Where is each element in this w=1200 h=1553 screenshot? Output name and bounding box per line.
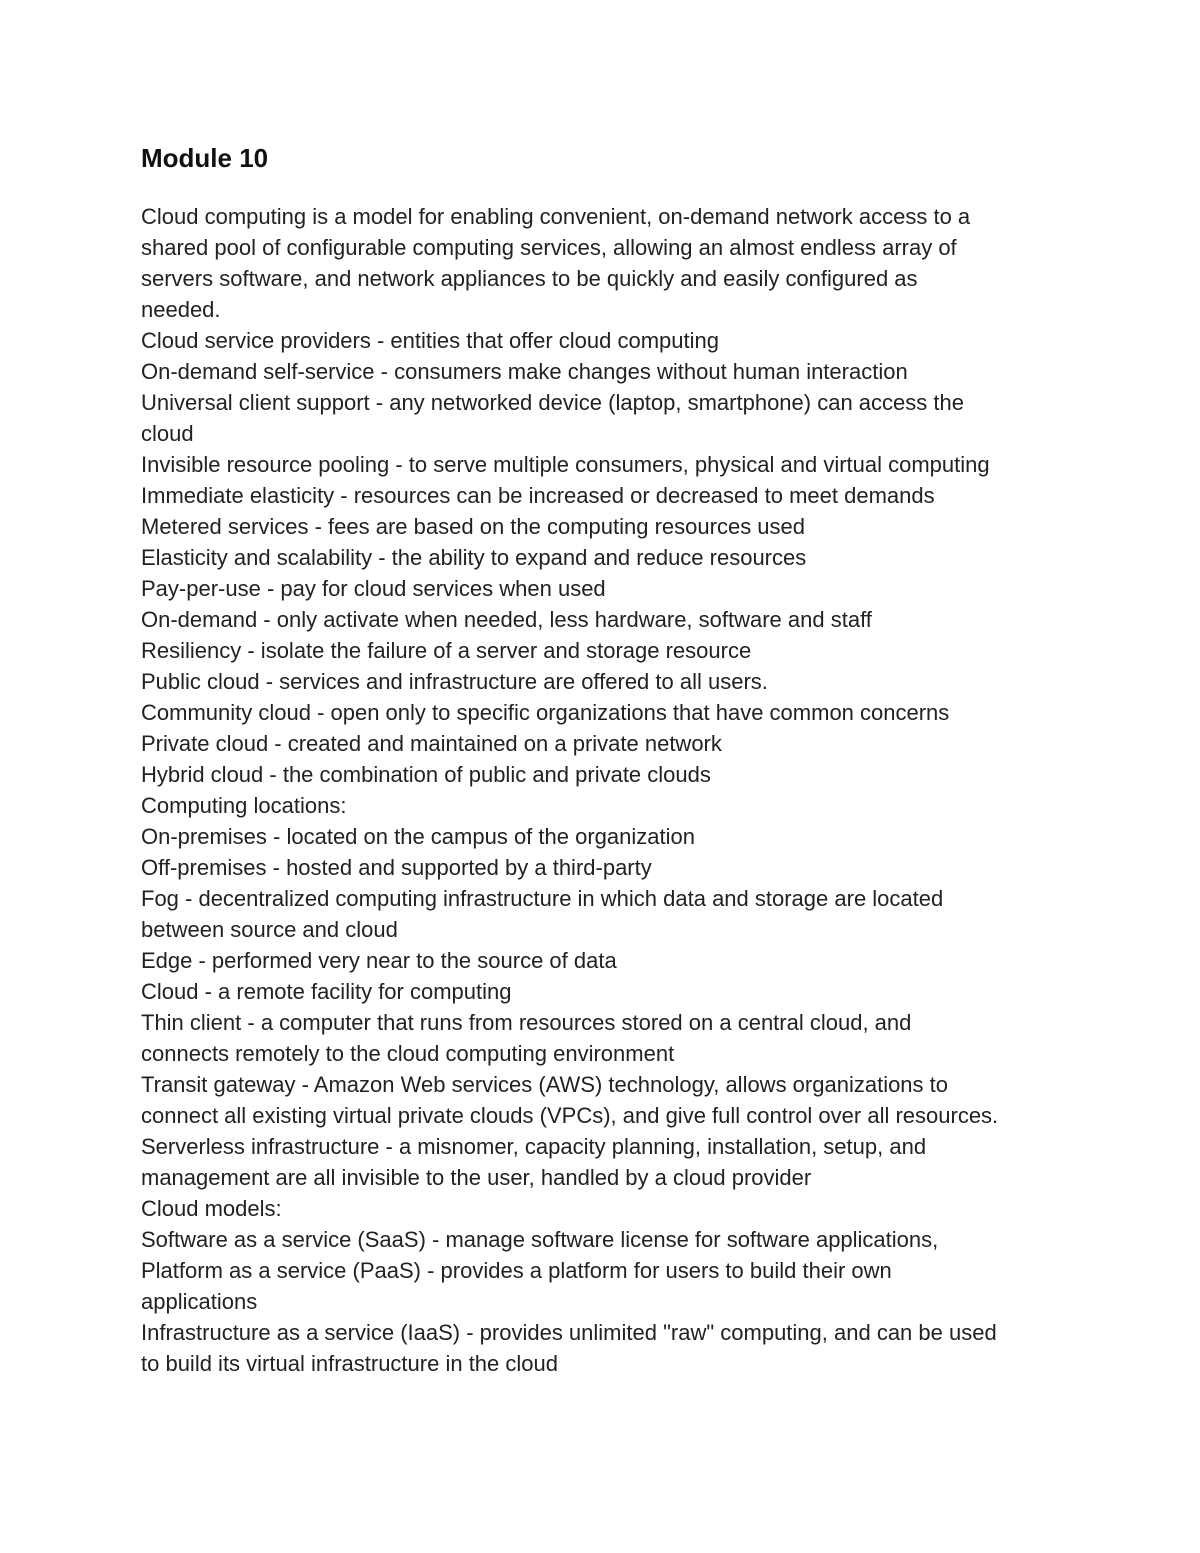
text-line: Cloud service providers - entities that offer cloud computing	[141, 328, 719, 353]
text-line: On-premises - located on the campus of the organization	[141, 824, 695, 849]
text-line: shared pool of configurable computing services, allowing an almost endless array of	[141, 235, 957, 260]
text-line: Invisible resource pooling - to serve multiple consumers, physical and virtual computing	[141, 452, 990, 477]
text-line: Public cloud - services and infrastructure are offered to all users.	[141, 669, 768, 694]
text-line: Cloud - a remote facility for computing	[141, 979, 512, 1004]
text-line: Software as a service (SaaS) - manage software license for software applications,	[141, 1227, 939, 1252]
text-line: Elasticity and scalability - the ability to expand and reduce resources	[141, 545, 807, 570]
text-line: Metered services - fees are based on the computing resources used	[141, 514, 806, 539]
text-line: Thin client - a computer that runs from resources stored on a central cloud, and	[141, 1010, 912, 1035]
document-body	[141, 201, 1071, 1379]
text-line: connect all existing virtual private clouds (VPCs), and give full control over all resources.	[141, 1103, 999, 1128]
text-line: Resiliency - isolate the failure of a server and storage resource	[141, 638, 752, 663]
text-line: Immediate elasticity - resources can be increased or decreased to meet demands	[141, 483, 935, 508]
text-line: needed.	[141, 297, 221, 322]
text-line: Transit gateway - Amazon Web services (AWS) technology, allows organizations to	[141, 1072, 949, 1097]
text-line: Edge - performed very near to the source of data	[141, 948, 617, 973]
text-line: On-demand - only activate when needed, less hardware, software and staff	[141, 607, 872, 632]
text-line: to build its virtual infrastructure in the cloud	[141, 1351, 558, 1376]
page-title: Module 10	[141, 143, 269, 173]
document-content	[141, 139, 1071, 1379]
text-line: applications	[141, 1289, 258, 1314]
text-line: cloud	[141, 421, 194, 446]
text-line: Platform as a service (PaaS) - provides a platform for users to build their own	[141, 1258, 892, 1283]
text-line: between source and cloud	[141, 917, 398, 942]
text-line: Off-premises - hosted and supported by a third-party	[141, 855, 652, 880]
text-line: Private cloud - created and maintained on a private network	[141, 731, 722, 756]
text-line: On-demand self-service - consumers make changes without human interaction	[141, 359, 908, 384]
text-line: Serverless infrastructure - a misnomer, capacity planning, installation, setup, and	[141, 1134, 927, 1159]
text-line: Community cloud - open only to specific organizations that have common concerns	[141, 700, 950, 725]
text-line: Computing locations:	[141, 793, 347, 818]
text-line: Cloud computing is a model for enabling convenient, on-demand network access to a	[141, 204, 971, 229]
text-line: servers software, and network appliances to be quickly and easily configured as	[141, 266, 918, 291]
text-line: Universal client support - any networked device (laptop, smartphone) can access the	[141, 390, 964, 415]
text-line: management are all invisible to the user, handled by a cloud provider	[141, 1165, 812, 1190]
text-line: Hybrid cloud - the combination of public and private clouds	[141, 762, 711, 787]
text-line: Infrastructure as a service (IaaS) - provides unlimited "raw" computing, and can be used	[141, 1320, 997, 1345]
text-line: Pay-per-use - pay for cloud services when used	[141, 576, 606, 601]
text-line: Cloud models:	[141, 1196, 282, 1221]
text-line: connects remotely to the cloud computing environment	[141, 1041, 675, 1066]
text-line: Fog - decentralized computing infrastructure in which data and storage are located	[141, 886, 944, 911]
